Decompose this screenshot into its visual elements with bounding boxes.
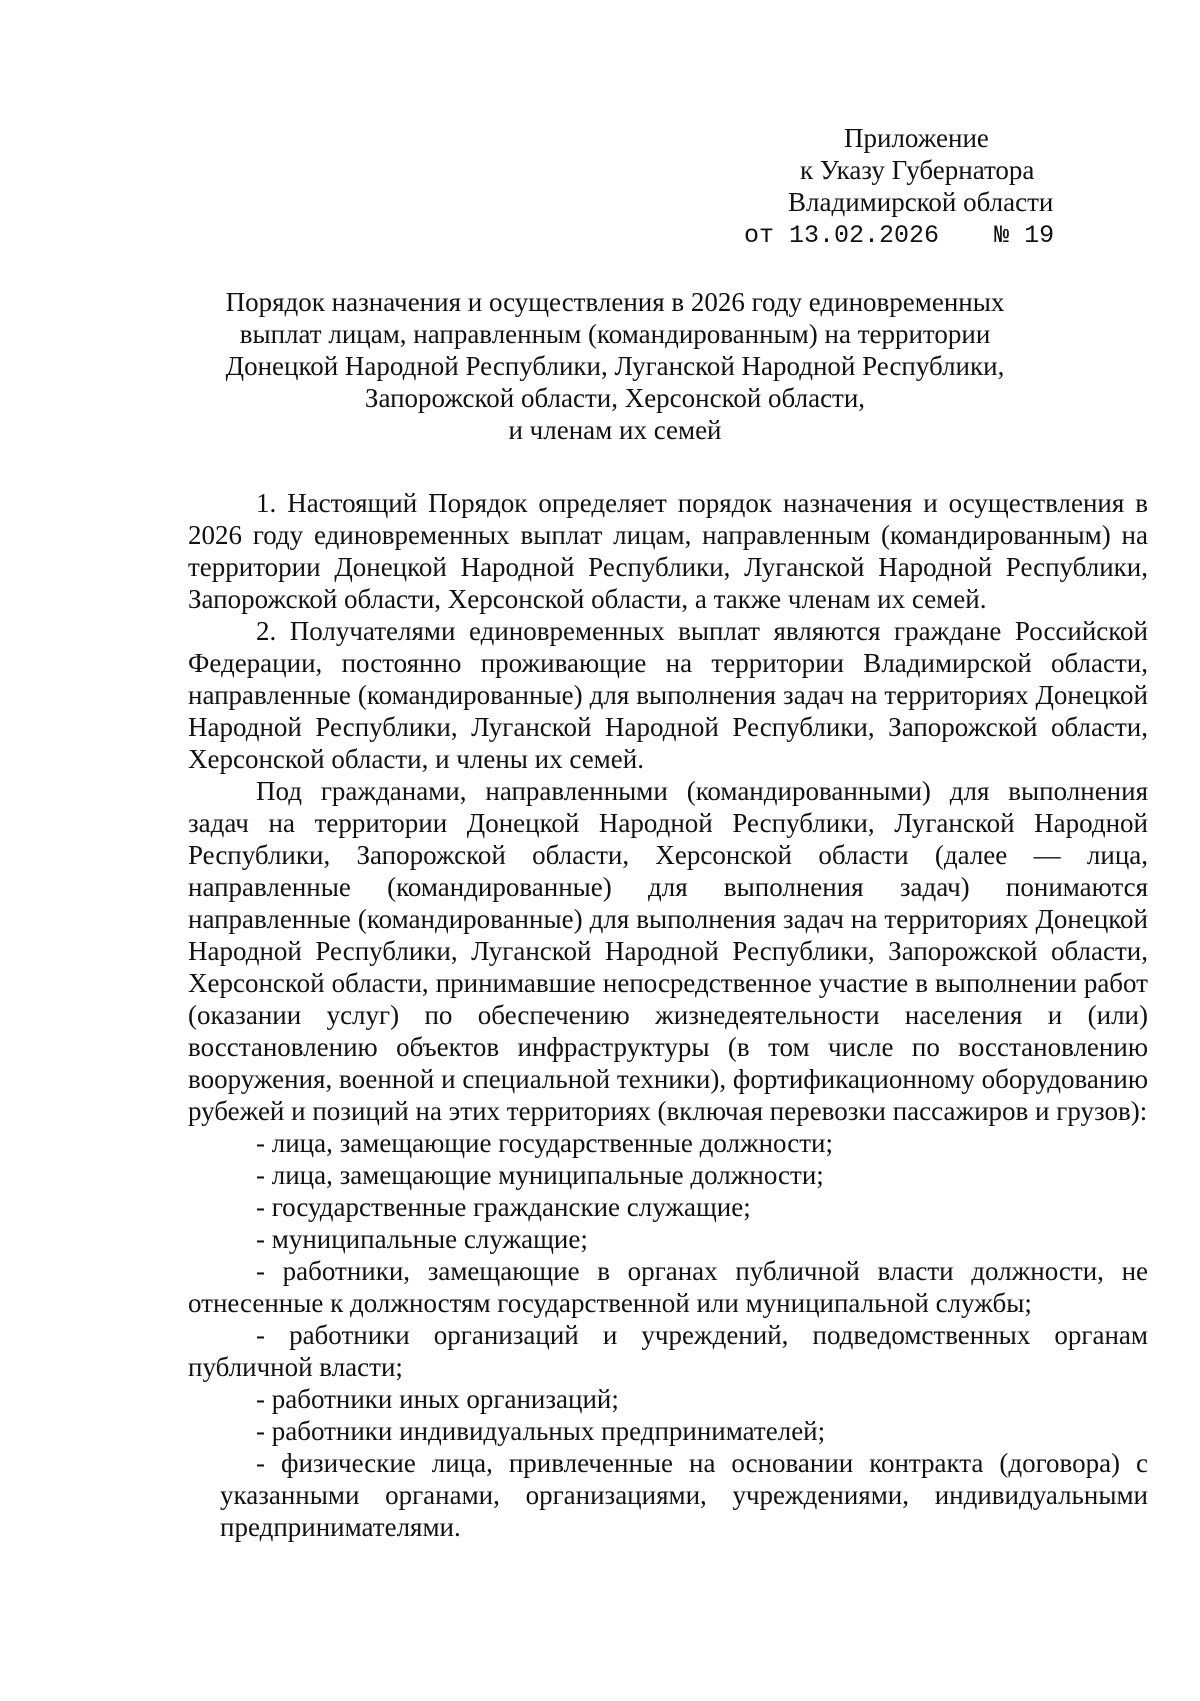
list-item: - государственные гражданские служащие;: [256, 1192, 751, 1222]
title-line: Донецкой Народной Республики, Луганской Народной Республики,: [225, 351, 1005, 381]
decree-number: № 19: [994, 221, 1055, 250]
paragraph-1: 1. Настоящий Порядок определяет порядок назначения и осуществления в 2026 году единовременных выплат лицам, направленным (командированным) на территории Донецкой Народной Республики, Луганской Народной Республики, Запорожской области, Херсонской области, а также членам их семей.: [188, 488, 1148, 614]
paragraph-2: 2. Получателями единовременных выплат являются граждане Российской Федерации, постоянно проживающие на территории Владимирской области, направленные (командированные) для выполнения задач на территориях Донецкой Народной Республики, Луганской Народной Республики, Запорожской области, Херсонской области, и члены их семей.: [188, 616, 1148, 774]
list-item: - муниципальные служащие;: [256, 1224, 588, 1254]
document-body: [188, 487, 1148, 1543]
date-prefix: от: [744, 221, 775, 250]
appendix-date-number: [744, 220, 1104, 252]
paragraph-3: Под гражданами, направленными (командированными) для выполнения задач на территории Донецкой Народной Республики, Луганской Народной Республики, Запорожской области, Херсонской области (далее — лица, направленные (командированные) для выполнения задач) понимаются направленные (командированные) для выполнения задач на территориях Донецкой Народной Республики, Луганской Народной Республики, Запорожской области, Херсонской области, принимавшие непосредственное участие в выполнении работ (оказании услуг) по обеспечению жизнедеятельности населения и (или) восстановлению объектов инфраструктуры (в том числе по восстановлению вооружения, военной и специальной техники), фортификационному оборудованию рубежей и позиций на этих территориях (включая перевозки пассажиров и грузов):: [188, 776, 1148, 1126]
list-item: - лица, замещающие муниципальные должности;: [256, 1160, 824, 1190]
decree-date: 13.02.2026: [789, 221, 940, 250]
title-line: Запорожской области, Херсонской области,: [364, 383, 866, 413]
title-line: и членам их семей: [508, 415, 722, 445]
list-item: - лица, замещающие государственные должности;: [256, 1128, 833, 1158]
title-line: выплат лицам, направленным (командированным) на территории: [239, 319, 991, 349]
appendix-header: [740, 122, 1100, 252]
list-item: - физические лица, привлеченные на основании контракта (договора) с указанными органами, организациями, учреждениями, индивидуальными предпринимателями.: [220, 1448, 1148, 1542]
list-item: - работники организаций и учреждений, подведомственных органам публичной власти;: [188, 1320, 1148, 1382]
appendix-decree-ref: к Указу Губернатора: [800, 155, 1035, 185]
list-item: - работники индивидуальных предпринимателей;: [256, 1416, 826, 1446]
document-title: [170, 286, 1060, 446]
list-item: - работники, замещающие в органах публичной власти должности, не отнесенные к должностям государственной или муниципальной службы;: [188, 1256, 1148, 1318]
appendix-label: Приложение: [844, 123, 989, 153]
title-line: Порядок назначения и осуществления в 2026 году единовременных: [225, 287, 1005, 317]
list-item: - работники иных организаций;: [256, 1384, 619, 1414]
appendix-region: Владимирской области: [788, 187, 1054, 217]
